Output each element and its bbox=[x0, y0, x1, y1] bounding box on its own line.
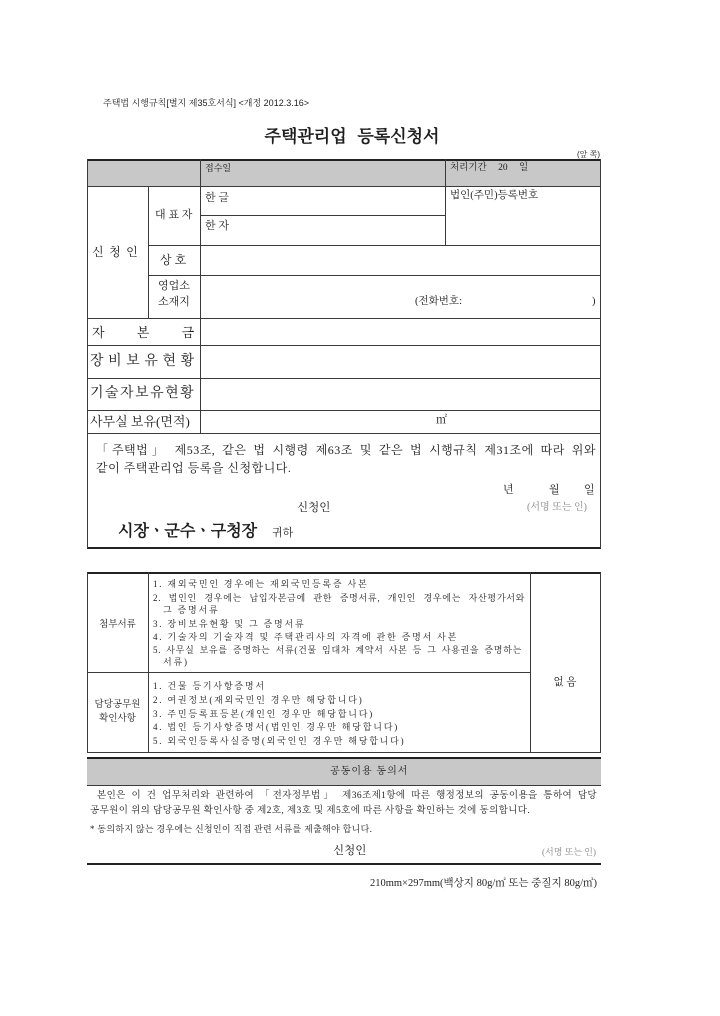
fee-value: 없 음 bbox=[553, 677, 577, 688]
applicant-section-divider bbox=[87, 318, 601, 319]
name-hanja-label: 한 자 bbox=[205, 220, 230, 232]
official-check-item-3: 3. 주민등록표등본(개인인 경우만 해당합니다) bbox=[153, 709, 374, 719]
documents-label-divider bbox=[148, 572, 149, 753]
addressee: 시장ㆍ군수ㆍ구청장 bbox=[118, 523, 258, 540]
attachment-item-3: 3. 장비보유현황 및 그 증명서류 bbox=[153, 619, 306, 629]
consent-applicant-label: 신청인 bbox=[333, 845, 367, 857]
documents-left-border bbox=[87, 572, 88, 753]
registration-column-divider bbox=[445, 159, 446, 245]
date-year-label: 년 bbox=[503, 484, 514, 496]
office-area-label: 사무실 보유(면적) bbox=[90, 414, 190, 429]
representative-row-divider bbox=[148, 245, 601, 246]
applicant-section-label: 신 청 인 bbox=[92, 245, 138, 259]
documents-bottom-border bbox=[87, 752, 601, 753]
technicians-label: 기술자보유현황 bbox=[90, 386, 196, 401]
attachment-item-5-continued: 서류) bbox=[163, 657, 189, 667]
documents-right-border bbox=[600, 572, 601, 753]
name-hangul-label: 한 글 bbox=[205, 192, 230, 204]
attachment-item-4: 4. 기술자의 기술자격 및 주택관리사의 자격에 관한 증명서 사본 bbox=[153, 632, 459, 642]
declaration-line2: 같이 주택관리업 등록을 신청합니다. bbox=[96, 461, 292, 475]
table-top-border bbox=[87, 159, 601, 161]
consent-line1: 본인은 이 건 업무처리와 관련하여 「전자정부법」 제36조제1항에 따른 행정정보의 공동이용을 통하여 담당 bbox=[97, 791, 597, 801]
capital-row-divider bbox=[87, 345, 601, 346]
capital-label: 자 본 금 bbox=[92, 325, 195, 340]
consent-bottom-border bbox=[87, 863, 601, 865]
declaration-signature-hint: (서명 또는 인) bbox=[527, 502, 587, 513]
registration-number-label: 법인(주민)등록번호 bbox=[450, 190, 539, 201]
label-column-divider bbox=[200, 159, 201, 433]
official-check-item-5: 5. 외국인등록사실증명(외국인인 경우만 해당합니다) bbox=[153, 736, 406, 746]
office-address-label-line1: 영업소 bbox=[158, 280, 190, 292]
equipment-label: 장비보유현황 bbox=[90, 354, 199, 369]
attachment-item-1: 1. 재외국민인 경우에는 재외국민등록증 사본 bbox=[153, 579, 369, 589]
attachment-item-5: 5. 사무실 보유를 증명하는 서류(건물 임대차 계약서 사본 등 그 사용권을 증명하는 bbox=[153, 645, 522, 655]
received-date-label: 접수일 bbox=[205, 163, 232, 173]
documents-fee-divider bbox=[530, 572, 531, 753]
documents-top-border bbox=[87, 572, 601, 574]
attachments-label: 첨부서류 bbox=[99, 620, 136, 630]
phone-close: ) bbox=[592, 296, 596, 307]
consent-signature-hint: (서명 또는 인) bbox=[542, 847, 596, 857]
table-bottom-border bbox=[87, 547, 601, 549]
consent-note: * 동의하지 않는 경우에는 신청인이 직접 관련 서류를 제출해야 합니다. bbox=[90, 824, 373, 834]
date-day-label: 일 bbox=[584, 484, 595, 496]
addressee-honorific: 귀하 bbox=[272, 527, 294, 539]
representative-label: 대 표 자 bbox=[155, 209, 193, 221]
office-area-unit: ㎡ bbox=[436, 414, 447, 426]
trade-name-label: 상 호 bbox=[160, 253, 187, 267]
date-month-label: 월 bbox=[549, 484, 560, 496]
official-check-item-4: 4. 법인 등기사항증명서(법인인 경우만 해당합니다) bbox=[153, 722, 400, 732]
table-right-border bbox=[600, 159, 601, 548]
declaration-line1: 「주택법」 제53조, 같은 법 시행령 제63조 및 같은 법 시행규칙 제31조에 따라 위와 bbox=[96, 443, 596, 457]
consent-header-divider bbox=[87, 785, 601, 786]
applicant-column-divider bbox=[148, 186, 149, 318]
table-left-border bbox=[87, 159, 88, 548]
trade-name-row-divider bbox=[148, 275, 601, 276]
consent-top-border bbox=[87, 757, 601, 759]
form-reference: 주택법 시행규칙[별지 제35호서식] <개정 2012.3.16> bbox=[103, 98, 309, 108]
official-check-item-2: 2. 여권정보(재외국민인 경우만 해당합니다) bbox=[153, 695, 364, 705]
consent-line2: 공무원이 위의 담당공무원 확인사항 중 제2호, 제3호 및 제5호에 따른 사항을 확인하는 것에 동의합니다. bbox=[90, 806, 531, 816]
paper-spec: 210mm×297mm(백상지 80g/㎡ 또는 중질지 80g/㎡) bbox=[369, 878, 597, 889]
official-check-item-1: 1. 건물 등기사항증명서 bbox=[153, 681, 266, 691]
documents-row-divider bbox=[87, 672, 530, 673]
receipt-row-divider bbox=[87, 186, 601, 187]
name-row-divider bbox=[200, 215, 445, 216]
office-address-label-line2: 소재지 bbox=[158, 296, 190, 308]
office-area-row-divider bbox=[87, 433, 601, 434]
phone-label: (전화번호: bbox=[415, 296, 462, 307]
official-check-label-line1: 담당공무원 bbox=[94, 700, 141, 710]
processing-period-label: 처리기간 20 일 bbox=[450, 163, 529, 173]
official-check-label-line2: 확인사항 bbox=[99, 714, 136, 724]
attachment-item-2-continued: 그 증명서류 bbox=[163, 605, 220, 615]
attachment-item-2: 2. 법인인 경우에는 납입자본금에 관한 증명서류, 개인인 경우에는 자산평가서와 bbox=[153, 593, 525, 603]
declaration-applicant-label: 신청인 bbox=[297, 502, 331, 514]
consent-title: 공동이용 동의서 bbox=[330, 766, 409, 777]
form-title: 주택관리업 등록신청서 bbox=[264, 127, 440, 146]
technicians-row-divider bbox=[87, 410, 601, 411]
page-side-label: (앞 쪽) bbox=[576, 150, 600, 159]
equipment-row-divider bbox=[87, 378, 601, 379]
